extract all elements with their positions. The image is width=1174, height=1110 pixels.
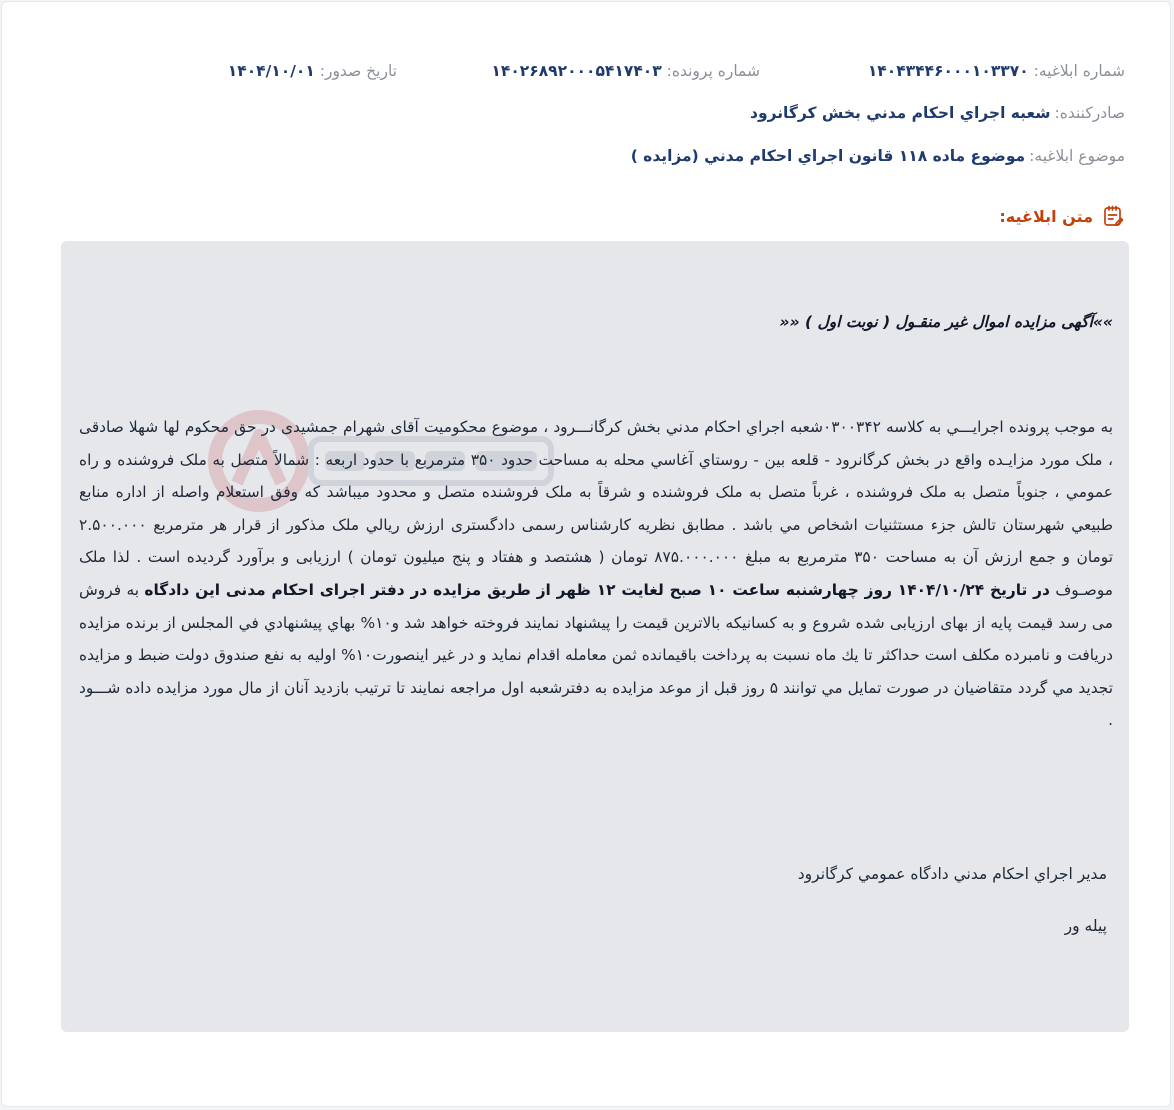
notice-body-bold: در تاریخ ۱۴۰۴/۱۰/۲۴ روز چهارشنبه ساعت ۱۰ صبح لغایت ۱۲ ظهر از طریق مزایده در دفتر اجرای احکام مدنی این دادگاه bbox=[144, 580, 1050, 599]
section-title-text: متن ابلاغیه: bbox=[999, 206, 1093, 226]
notice-heading: »»آگهی مزایده اموال غیر منقـول ( نوبت اول ) «« bbox=[779, 313, 1113, 331]
page-frame bbox=[1, 1, 1171, 1107]
meta-row-top bbox=[47, 58, 1125, 84]
notice-body bbox=[79, 411, 1113, 737]
notice-body-part2: به فروش می رسد قیمت پایه از بهای ارزیابی شده شروع و به کسانیکه بالاترین قیمت را پیشنهاد نمایند فروخته خواهد شد و۱۰% بهاي پیشنهادي في المجلس از برنده مزایده دریافت و نامبرده مکلف است حداکثر تا یك ماه نسبت به پرداخت باقیمانده ثمن معامله اقدام نماید و در غیر اینصورت۱۰% اولیه به نفع صندوق دولت ضبط و مزایده تجدید مي گردد متقاضیان در صورت تمایل مي توانند ۵ روز قبل از موعد مزایده به دفترشعبه اول مراجعه نمایند تا ترتیب بازدید آنان از مال مورد مزایده داده شـــود . bbox=[79, 580, 1113, 730]
notification-number-value: ۱۴۰۴۳۴۴۶۰۰۰۱۰۳۳۷۰ bbox=[867, 62, 1029, 80]
case-number bbox=[491, 62, 760, 80]
section-title bbox=[999, 202, 1125, 230]
issuer-label: صادرکننده: bbox=[1054, 104, 1125, 122]
issue-date-label: تاریخ صدور: bbox=[319, 62, 397, 80]
signature-name: پیله ور bbox=[1064, 917, 1107, 935]
case-number-label: شماره پرونده: bbox=[666, 62, 760, 80]
notice-body-part1: به موجب پرونده اجرایـــي به کلاسه ۰۳۰۰۳۴۲شعبه اجراي احکام مدني بخش کرگانـــرود ، موضوع محکومیت آقای شهرام جمشیدی در حق محکوم لها شهلا صادقی ، ملک مورد مزایـده واقع در بخش کرگانرود - قلعه بین - روستاي آغاسي محله به مساحت حدود ۳۵۰ مترمربع با حدود اربعه : شمالاً متصل به ملک فروشنده و راه عمومي ، جنوباً متصل به ملک فروشنده ، غرباً متصل به ملک فروشنده و شرقاً به ملک فروشنده متصل و محدود میباشد که وفق استعلام واصله از اداره منابع طبیعي شهرستان تالش جزء مستثنیات اشخاص مي باشد . مطابق نظریه کارشناس رسمی دادگستری ارزش ریالي ملک مذکور از قرار هر مترمربع ۲.۵۰۰.۰۰۰ تومان و جمع ارزش آن به مساحت ۳۵۰ مترمربع به مبلغ ۸۷۵.۰۰۰.۰۰۰ تومان ( هشتصد و هفتاد و پنج میلیون تومان ) ارزیابی و برآورد گردیده است . لذا ملک موصـوف bbox=[79, 418, 1114, 599]
issue-date bbox=[228, 62, 397, 80]
notice-panel bbox=[61, 241, 1129, 1032]
subject-value: موضوع ماده ۱۱۸ قانون اجراي احكام مدني (مزایده ) bbox=[630, 147, 1026, 165]
issuer-row bbox=[47, 100, 1125, 126]
notepad-icon bbox=[1101, 204, 1125, 228]
case-number-value: ۱۴۰۲۶۸۹۲۰۰۰۵۴۱۷۴۰۳ bbox=[491, 62, 662, 80]
notification-number-label: شماره ابلاغیه: bbox=[1033, 62, 1125, 80]
notification-number bbox=[868, 62, 1125, 80]
signature-title: مدیر اجراي احکام مدني دادگاه عمومي کرگانرود bbox=[797, 865, 1107, 883]
subject-label: موضوع ابلاغیه: bbox=[1029, 147, 1125, 165]
subject-row bbox=[47, 143, 1125, 169]
issuer-value: شعبه اجراي احکام مدني بخش کرگانرود bbox=[749, 104, 1051, 122]
issue-date-value: ۱۴۰۴/۱۰/۰۱ bbox=[227, 62, 315, 80]
